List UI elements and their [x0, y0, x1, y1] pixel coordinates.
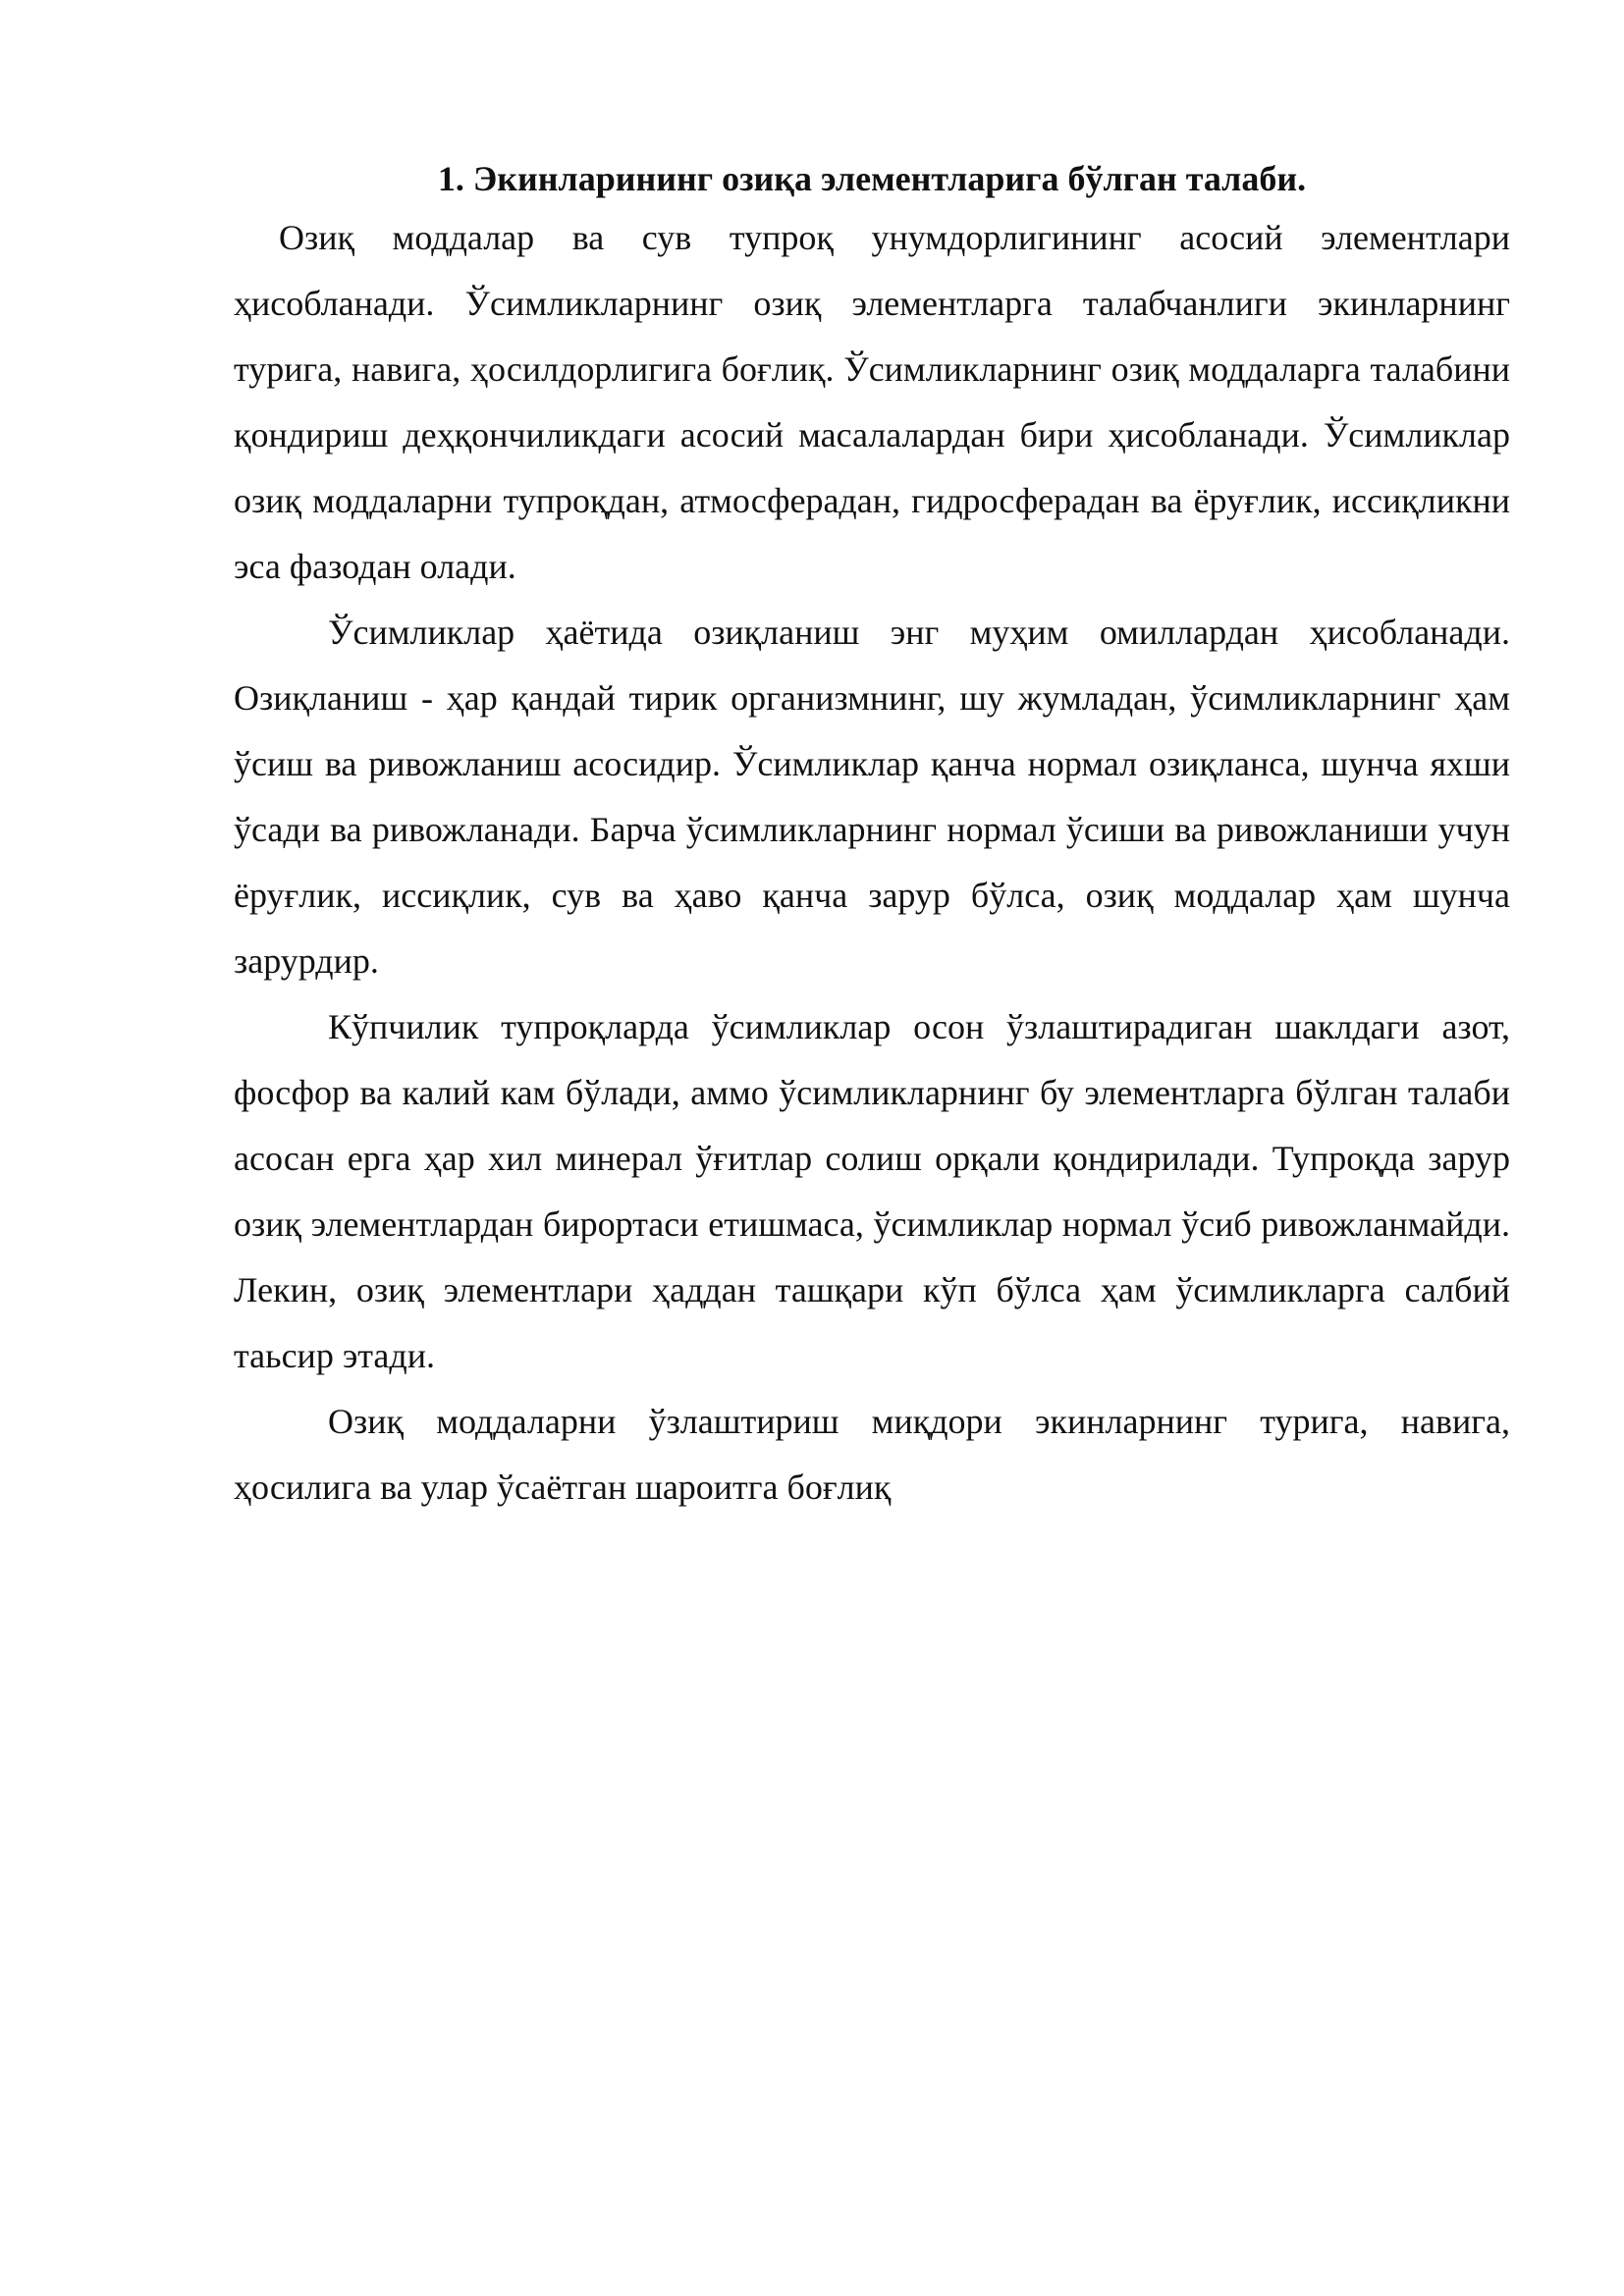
paragraph-4: Озиқ моддаларни ўзлаштириш миқдори экинларнинг турига, навига, ҳосилига ва улар ўсаётган шароитга боғлиқ: [234, 1402, 1510, 1507]
paragraph-2: Ўсимликлар ҳаётида озиқланиш энг муҳим омиллардан ҳисобланади. Озиқланиш - ҳар қандай тирик организмнинг, шу жумладан, ўсимликларнинг ҳам ўсиш ва ривожланиш асосидир. Ўсимликлар қанча нормал озиқланса, шунча яхши ўсади ва ривожланади. Барча ўсимликларнинг нормал ўсиши ва ривожланиши учун ёруғлик, иссиқлик, сув ва ҳаво қанча зарур бўлса, озиқ моддалар ҳам шунча зарурдир.: [234, 613, 1510, 981]
section-heading: 1. Экинларининг озиқа элементларига бўлган талаби.: [437, 159, 1307, 198]
paragraph-1: Озиқ моддалар ва сув тупроқ унумдорлигининг асосий элементлари ҳисобланади. Ўсимликларнинг озиқ элементларга талабчанлиги экинларнинг турига, навига, ҳосилдорлигига боғлиқ. Ўсимликларнинг озиқ моддаларга талабини қондириш деҳқончиликдаги асосий масалалардан бири ҳисобланади. Ўсимликлар озиқ моддаларни тупроқдан, атмосферадан, гидросферадан ва ёруғлик, иссиқликни эса фазодан олади.: [234, 218, 1510, 586]
document-body: [234, 154, 1510, 1521]
paragraph-3: Кўпчилик тупроқларда ўсимликлар осон ўзлаштирадиган шаклдаги азот, фосфор ва калий кам бўлади, аммо ўсимликларнинг бу элементларга бўлган талаби асосан ерга ҳар хил минерал ўғитлар солиш орқали қондирилади. Тупроқда зарур озиқ элементлардан бирортаси етишмаса, ўсимликлар нормал ўсиб ривожланмайди. Лекин, озиқ элементлари ҳаддан ташқари кўп бўлса ҳам ўсимликларга салбий таьсир этади.: [234, 1007, 1510, 1375]
